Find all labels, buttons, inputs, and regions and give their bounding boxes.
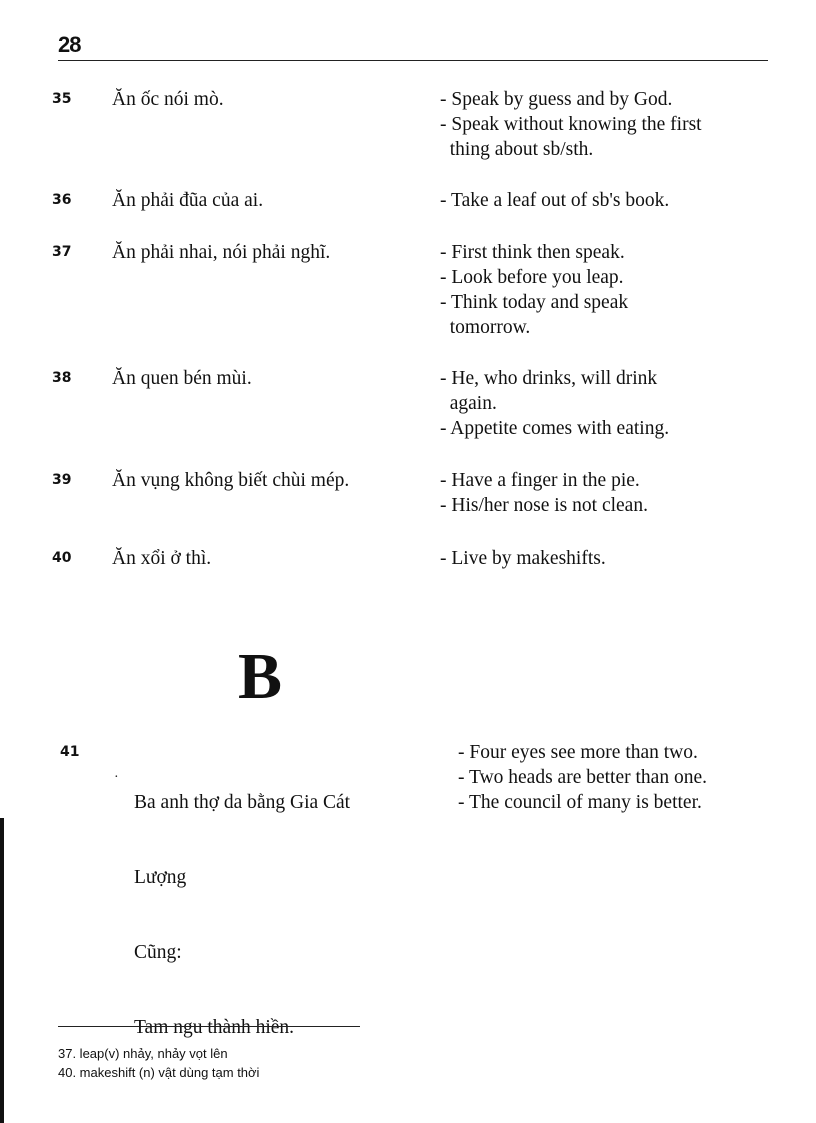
english-line: - Two heads are better than one. — [458, 767, 707, 788]
vietnamese-proverb: Ăn quen bén mùi. — [112, 368, 252, 389]
english-line: again. — [440, 393, 497, 414]
scan-edge-shadow — [0, 818, 4, 1123]
vietnamese-proverb: Ăn phải nhai, nói phải nghĩ. — [112, 242, 331, 263]
english-equivalents — [440, 188, 800, 213]
english-line: - Live by makeshifts. — [440, 548, 606, 569]
english-equivalents — [440, 468, 800, 518]
entry-number: 36 — [52, 192, 72, 208]
vietnamese-line: Cũng: — [134, 942, 182, 963]
english-line: - Have a finger in the pie. — [440, 470, 640, 491]
vietnamese-proverb: Ăn phải đũa của ai. — [112, 190, 264, 211]
english-line: thing about sb/sth. — [440, 139, 594, 160]
english-equivalents — [458, 740, 816, 815]
page-number: 28 — [58, 32, 81, 57]
english-line: - Take a leaf out of sb's book. — [440, 190, 670, 211]
english-equivalents — [440, 546, 800, 571]
english-line: - His/her nose is not clean. — [440, 495, 648, 516]
footnotes — [58, 1044, 259, 1082]
footnote: 40. makeshift (n) vật dùng tạm thời — [58, 1065, 260, 1080]
vietnamese-proverb: Ăn ốc nói mò. — [112, 89, 224, 110]
vietnamese-proverb: Ăn xổi ở thì. — [112, 548, 212, 569]
entry-number: 38 — [52, 370, 72, 386]
english-equivalents — [440, 240, 800, 340]
entry-number: 35 — [52, 91, 72, 107]
stray-mark: · — [114, 770, 119, 785]
english-line: - The council of many is better. — [458, 792, 702, 813]
vietnamese-line: Tam ngu thành hiền. — [134, 1017, 295, 1038]
english-line: - Think today and speak — [440, 292, 629, 313]
english-line: tomorrow. — [440, 317, 531, 338]
section-letter: B — [238, 640, 283, 713]
header-rule — [58, 60, 768, 61]
english-line: - Speak by guess and by God. — [440, 89, 673, 110]
entry-number: 41 — [60, 744, 80, 760]
english-equivalents — [440, 87, 800, 162]
entry-number: 37 — [52, 244, 72, 260]
english-line: - First think then speak. — [440, 242, 625, 263]
entry-number: 39 — [52, 472, 72, 488]
english-line: - Four eyes see more than two. — [458, 742, 698, 763]
english-equivalents — [440, 366, 800, 441]
vietnamese-line: Lượng — [134, 867, 187, 888]
footnote: 37. leap(v) nhảy, nhảy vọt lên — [58, 1046, 228, 1061]
english-line: - He, who drinks, will drink — [440, 368, 658, 389]
english-line: - Speak without knowing the first — [440, 114, 702, 135]
vietnamese-line: Ba anh thợ da bằng Gia Cát — [134, 792, 351, 813]
vietnamese-proverb — [134, 740, 350, 1090]
entry-number: 40 — [52, 550, 72, 566]
english-line: - Look before you leap. — [440, 267, 624, 288]
english-line: - Appetite comes with eating. — [440, 418, 670, 439]
vietnamese-proverb: Ăn vụng không biết chùi mép. — [112, 470, 350, 491]
footnote-rule — [58, 1026, 360, 1027]
